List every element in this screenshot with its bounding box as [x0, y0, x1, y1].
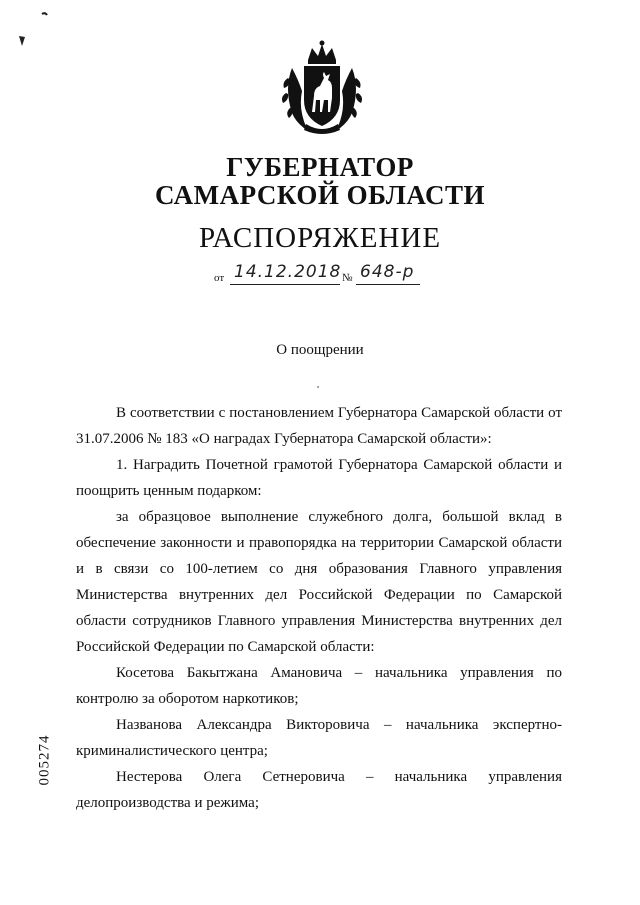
person-entry: Названова Александра Викторовича – начальника экспертно-криминалистического центра; — [76, 717, 562, 759]
item-1-paragraph: 1. Наградить Почетной грамотой Губернатора Самарской области и поощрить ценным подарком: — [76, 457, 562, 499]
person-entry: Нестерова Олега Сетнеровича – начальника управления делопроизводства и режима; — [76, 769, 562, 811]
scan-dot — [317, 386, 319, 388]
document-body — [76, 400, 562, 816]
intro-paragraph: В соответствии с постановлением Губернатора Самарской области от 31.07.2006 № 183 «О наградах Губернатора Самарской области»: — [76, 405, 562, 447]
number-label: № — [342, 272, 353, 284]
side-serial-number-text: 005274 — [36, 734, 53, 786]
date-underline — [230, 284, 340, 285]
side-serial-number — [33, 725, 57, 795]
reference-line — [214, 262, 434, 288]
header-line-1: ГУБЕРНАТОР — [226, 152, 414, 182]
samara-coat-of-arms-icon — [278, 38, 366, 138]
handwritten-number: 648-р — [360, 262, 415, 282]
document-subject: О поощрении — [276, 342, 364, 358]
document-type: РАСПОРЯЖЕНИЕ — [198, 222, 442, 254]
person-entry: Косетова Бакытжана Амановича – начальника управления по контролю за оборотом наркотиков; — [76, 665, 562, 707]
from-label: от — [214, 272, 225, 284]
scan-mark-icon — [12, 8, 52, 48]
header-line-2: САМАРСКОЙ ОБЛАСТИ — [154, 180, 486, 210]
reason-paragraph: за образцовое выполнение служебного долга, большой вклад в обеспечение законности и правопорядка на территории Самарской области и в связи со 100-летием со дня образования Главного управления Министерства внутренних дел Российской Федерации по Самарской области сотрудников Главного управления Министерства внутренних дел Российской Федерации по Самарской области: — [76, 509, 562, 655]
number-underline — [356, 284, 420, 285]
handwritten-date: 14.12.2018 — [234, 262, 342, 282]
